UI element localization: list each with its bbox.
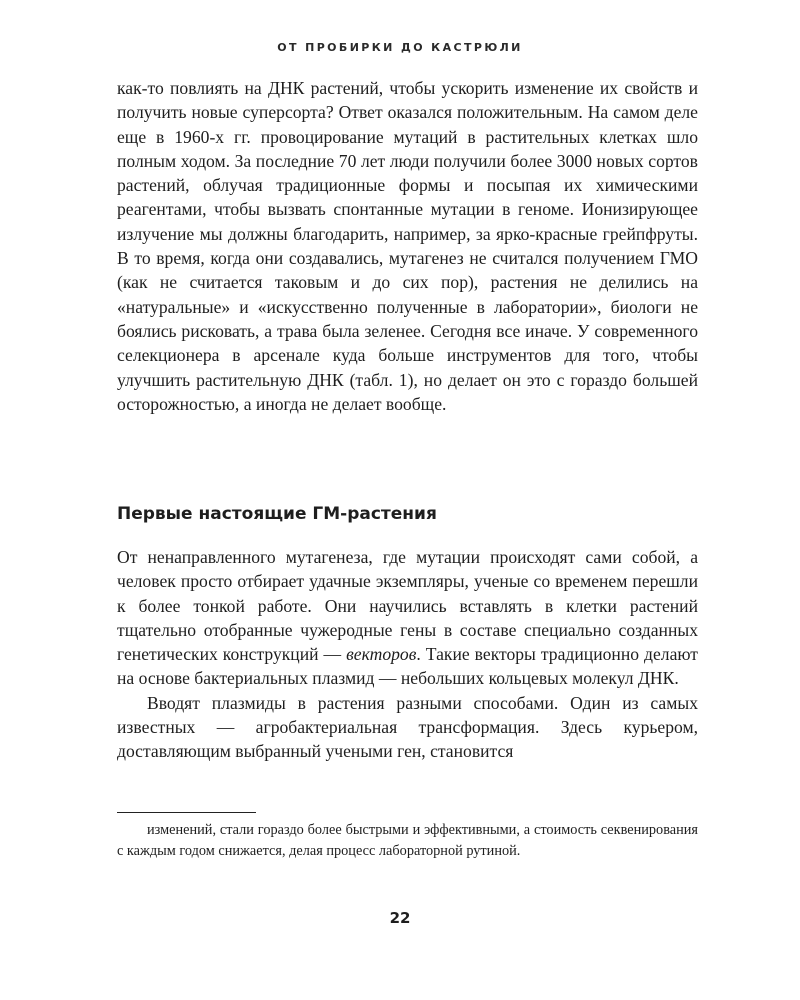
paragraph-text: От ненаправленного мутагенеза, где мутации происходят сами собой, а человек просто отбирает удачные экземпляры, ученые со временем перешли к более тонкой работе. Они научились вставлять в клетки растений тщательно отобранные чужеродные гены в составе специально созданных генетических конструкций — — [117, 547, 698, 665]
italic-term: векторов — [346, 644, 417, 665]
body-paragraph: как-то повлиять на ДНК растений, чтобы ускорить изменение их свойств и получить новые суперсорта? Ответ оказался положительным. На самом деле еще в 1960-х гг. провоцирование мутаций в растительных клетках шло полным ходом. За последние 70 лет люди получили более 3000 новых сортов растений, облучая традиционные формы и посыпая их химическими реагентами, чтобы вызвать спонтанные мутации в геноме. Ионизирующее излучение мы должны благодарить, например, за ярко-красные грейпфруты. В то время, когда они создавались, мутагенез не считался получением ГМО (как не считается таковым и до сих пор), растения не делились на «натуральные» и «искусственно полученные в лаборатории», биологи не боялись рисковать, а трава была зеленее. Сегодня все иначе. У современного селекционера в арсенале куда больше инструментов для того, чтобы улучшить растительную ДНК (табл. 1), но делает он это с гораздо большей осторожностью, а иногда не делает вообще. — [117, 78, 698, 414]
section-heading: Первые настоящие ГМ-растения — [117, 504, 437, 524]
running-head: ОТ ПРОБИРКИ ДО КАСТРЮЛИ — [277, 41, 523, 54]
section-paragraph-2: Вводят плазмиды в растения разными способами. Один из самых известных — агробактериальная трансформация. Здесь курьером, доставляющим выбранный учеными ген, становится — [117, 692, 698, 762]
footnote: изменений, стали гораздо более быстрыми и эффективными, а стоимость секвенирования с каждым годом снижается, делая процесс лабораторной рутиной. — [117, 822, 698, 859]
footnote-divider — [117, 812, 256, 813]
body-text-block — [117, 76, 698, 416]
paragraph-text: . Такие векторы традиционно делают на основе бактериальных плазмид — небольших кольцевых молекул ДНК. — [117, 644, 698, 689]
section-text-block — [117, 545, 698, 764]
section-paragraph-1 — [117, 545, 698, 691]
page-number: 22 — [389, 909, 411, 927]
